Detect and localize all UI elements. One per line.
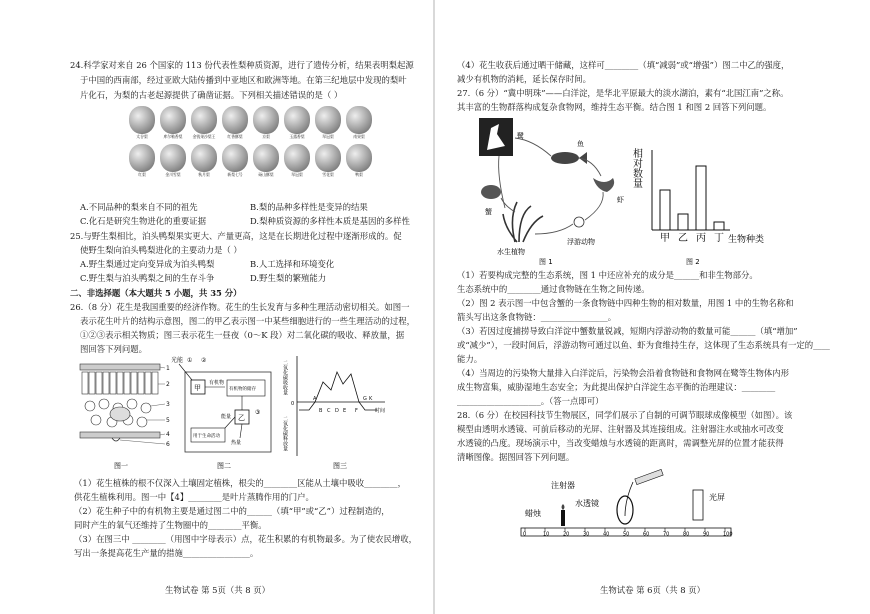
q25-option-b: B.人工选择和环境变化 bbox=[250, 259, 335, 269]
plankton-icon bbox=[574, 217, 584, 227]
bar-category-label: 丁 bbox=[714, 233, 724, 244]
bar-chart-caption: 图 2 bbox=[686, 258, 700, 266]
fig3-time-label: 时间 bbox=[375, 408, 386, 414]
pear-label: 红梨 bbox=[138, 172, 146, 177]
q28-line-4: 清晰图像。据图回答下列问题。 bbox=[457, 452, 575, 462]
pear-label: 翠冠梨 bbox=[291, 172, 303, 177]
q27-answer-2b: 箭头写出这条食物链：________________。 bbox=[457, 312, 617, 322]
pear-label: 金钱果沙梨王 bbox=[192, 134, 216, 139]
fig1-label: 2 bbox=[166, 381, 170, 388]
q26-answer-1b: 供花生植株利用。图一中【4】________是叶片蒸腾作用的门户。 bbox=[74, 492, 314, 502]
pear-item bbox=[128, 144, 156, 178]
q26-answer-3b: 写出一条提高花生产量的措施________________。 bbox=[74, 548, 259, 558]
fig2-jia: 甲 bbox=[194, 384, 201, 392]
q26-answer-4: （4）花生收获后通过晒干储藏，这样可________（填“减弱”或“增强”）图二中乙的强度， bbox=[457, 60, 790, 70]
fish-icon bbox=[551, 152, 579, 164]
q26-line-1: 26.（8 分）花生是我国重要的经济作物。花生的生长发育与多种生理活动密切相关。如图一 bbox=[70, 302, 410, 312]
syringe-label: 注射器 bbox=[551, 481, 575, 490]
candle-icon[interactable] bbox=[561, 510, 565, 526]
pear-variety-images bbox=[128, 106, 378, 182]
lens-label: 水透镜 bbox=[575, 499, 599, 508]
ruler-tick-label: 20 bbox=[563, 531, 570, 538]
q27-answer-1: （1）若要构成完整的生态系统，图 1 中还应补充的成分是______和非生物部分。 bbox=[457, 270, 758, 280]
pear-label: 砀山酥梨 bbox=[258, 172, 274, 177]
pear-image bbox=[129, 106, 155, 134]
fig3-point: G bbox=[363, 396, 367, 402]
fig1-label: 4 bbox=[166, 431, 170, 438]
pear-item bbox=[159, 144, 187, 178]
pear-image bbox=[346, 106, 372, 134]
q27-answer-3c: 能力。 bbox=[457, 354, 483, 364]
fig2-light-label: 光能 bbox=[171, 357, 184, 364]
pear-label: 鸭梨 bbox=[355, 172, 363, 177]
fig2-num-3: ③ bbox=[255, 409, 261, 416]
pear-item bbox=[345, 106, 373, 140]
fig1-label: 5 bbox=[166, 417, 170, 424]
pear-label: 金川雪梨 bbox=[165, 172, 181, 177]
pear-row-2 bbox=[128, 144, 378, 178]
fig3-point: C bbox=[327, 408, 331, 414]
q24-line-3: 片化石，为梨的古老起源提供了确凿证据。下列相关描述错误的是（ ） bbox=[80, 90, 343, 100]
q26-answer-2b: 同时产生的氧气还维持了生物圈中的________平衡。 bbox=[74, 520, 267, 530]
pear-image bbox=[129, 144, 155, 172]
fig1-label: 1 bbox=[166, 365, 170, 372]
q27-bar-chart bbox=[630, 130, 780, 268]
pear-image bbox=[284, 144, 310, 172]
pear-image bbox=[222, 106, 248, 134]
ruler-tick-label: 80 bbox=[683, 531, 690, 538]
fig3-ylabel-top: 二氧化碳吸收量 bbox=[282, 360, 288, 395]
pear-item bbox=[283, 106, 311, 140]
q26-line-4: 图回答下列问题。 bbox=[80, 344, 147, 354]
pear-item bbox=[252, 144, 280, 178]
pear-image bbox=[222, 144, 248, 172]
ruler-tick-label: 90 bbox=[703, 531, 710, 538]
bar-chart-xlabel: 生物种类 bbox=[728, 235, 765, 245]
q24-option-d: D.梨种质资源的多样性本质是基因的多样性 bbox=[250, 216, 410, 226]
fig2-num-2: ② bbox=[201, 357, 207, 364]
q25-option-c: C.野生梨与泊头鸭梨之间的生存斗争 bbox=[80, 273, 215, 283]
syringe-icon[interactable] bbox=[635, 469, 663, 484]
pear-image bbox=[315, 144, 341, 172]
q25-line-2: 使野生梨向泊头鸭梨进化的主要动力是（ ） bbox=[80, 245, 242, 255]
fig2-heat: 热量 bbox=[231, 440, 242, 446]
bar-chart-ylabel: 相对数量 bbox=[630, 148, 642, 188]
page-footer-left: 生物试卷 第 5页（共 8 页） bbox=[164, 585, 271, 595]
bar-category-label: 甲 bbox=[660, 233, 670, 244]
bar-category-label: 丙 bbox=[696, 233, 706, 244]
pear-label: 秋月梨 bbox=[198, 172, 210, 177]
fig3-co2-curve bbox=[282, 352, 395, 476]
page-right bbox=[435, 0, 870, 614]
ruler-tick-label: 100 bbox=[723, 531, 733, 538]
q28-line-2: 模型由透明水透镜、可前后移动的光屏、注射器及其连接组成。注射器注水或抽水可改变 bbox=[457, 424, 784, 434]
pear-image bbox=[160, 144, 186, 172]
fig3-point: D bbox=[335, 408, 339, 414]
q28-line-3: 水透镜的凸度。现场演示中，当改变蜡烛与水透镜的距离时，需调整光屏的位置才能获得 bbox=[457, 438, 784, 448]
pear-item bbox=[159, 106, 187, 140]
pear-item bbox=[221, 144, 249, 178]
food-web-fish: 鱼 bbox=[577, 140, 584, 148]
bar-2 bbox=[696, 166, 706, 230]
ruler-tick-label: 0 bbox=[523, 531, 527, 538]
pear-image bbox=[346, 144, 372, 172]
ruler-tick-label: 10 bbox=[543, 531, 550, 538]
q27-answer-4b: 成生物富集，威胁湿地生态安全；为此提出保护白洋淀生态平衡的治理建议：________ bbox=[457, 382, 776, 392]
fig2-process-diagram bbox=[165, 352, 285, 476]
screen-label: 光屏 bbox=[709, 493, 725, 502]
page-footer-right: 生物试卷 第 6页（共 8 页） bbox=[599, 585, 706, 595]
fig3-caption: 图三 bbox=[333, 462, 347, 470]
food-web-plankton: 浮游动物 bbox=[567, 238, 595, 246]
food-web-plant: 水生植物 bbox=[497, 248, 525, 256]
q26-line-3: ①②③表示相关物质；图三表示花生一昼夜（0～K 段）对二氧化碳的吸收、释放量，据 bbox=[80, 330, 405, 340]
crab-icon bbox=[481, 185, 501, 199]
q27-line-2: 其丰富的生物群落构成复杂食物网，维持生态平衡。结合图 1 和图 2 回答下列问题。 bbox=[457, 102, 772, 112]
q24-option-c: C.化石是研究生物进化的重要证据 bbox=[80, 216, 207, 226]
fig2-organic: 有机物 bbox=[209, 380, 225, 386]
pear-label: 南果梨 bbox=[353, 134, 365, 139]
fig2-energy: 能量 bbox=[221, 414, 232, 420]
q26-answer-1: （1）花生植株的根不仅深入土壤固定植株，根尖的________区能从土壤中吸收________， bbox=[74, 478, 406, 488]
food-web-caption: 图 1 bbox=[539, 258, 553, 266]
pear-image bbox=[191, 144, 217, 172]
q27-answer-3b: 或“减少”），一段时间后，浮游动物可通过以鱼、虾为食维持生存，这体现了生态系统具有一定的____ bbox=[457, 340, 830, 350]
fig2-use: 用于生命活动 bbox=[193, 434, 220, 439]
fig1-leaf-section bbox=[78, 356, 178, 474]
pear-row-1 bbox=[128, 106, 378, 140]
fig2-store: 有机物的储存 bbox=[229, 387, 256, 392]
fig3-ylabel-bottom: 二氧化碳释放量 bbox=[282, 416, 288, 451]
pear-item bbox=[190, 106, 218, 140]
fig2-num-1: ① bbox=[187, 357, 193, 364]
q25-option-d: D.野生梨的繁殖能力 bbox=[250, 273, 327, 283]
fig3-point: E bbox=[343, 408, 347, 414]
q26-line-2: 表示花生叶片的结构示意图，图二的甲乙表示图一中某些细胞进行的一些生理活动的过程， bbox=[80, 316, 415, 326]
shrimp-icon bbox=[593, 178, 614, 192]
pear-label: 新梨七号 bbox=[227, 172, 243, 177]
food-web-shrimp: 虾 bbox=[617, 196, 624, 204]
pear-image bbox=[253, 106, 279, 134]
pear-label: 库尔勒香梨 bbox=[163, 134, 183, 139]
q27-answer-4: （4）当周边的污染物大量排入白洋淀后，污染物会沿着食物链和食物网在鹭等生物体内形 bbox=[457, 368, 789, 378]
fig1-label: 3 bbox=[166, 401, 170, 408]
fig3-point: K bbox=[369, 396, 373, 402]
fig2-caption: 图二 bbox=[217, 462, 231, 470]
fig2-yi: 乙 bbox=[238, 414, 245, 422]
pear-image bbox=[315, 106, 341, 134]
q24-line-1: 24.科学家对来自 26 个国家的 113 份代表性梨种质资源，进行了遗传分析，结果表明梨起源 bbox=[70, 60, 414, 70]
fig3-point: B bbox=[319, 408, 323, 414]
fig3-point: A bbox=[313, 396, 317, 402]
fig1-label: 6 bbox=[166, 441, 170, 448]
q26-answer-4b: 减少有机物的消耗，延长保存时间。 bbox=[457, 74, 591, 84]
pear-label: 雪花梨 bbox=[322, 172, 334, 177]
pear-image bbox=[284, 106, 310, 134]
q24-option-b: B.梨的品种多样性是变异的结果 bbox=[250, 202, 368, 212]
pear-label: 翠冠梨 bbox=[322, 134, 334, 139]
q26-answer-2: （2）花生种子中的有机物主要是通过图二中的______（填“甲”或“乙”）过程制造的， bbox=[74, 506, 390, 516]
q28-eye-model bbox=[515, 460, 815, 552]
light-screen-icon[interactable] bbox=[693, 490, 703, 520]
q28-line-1: 28.（6 分）在校园科技节生物展区，同学们展示了自制的可调节眼球成像模型（如图）。该 bbox=[457, 410, 793, 420]
food-web-crab: 蟹 bbox=[485, 208, 492, 216]
ruler-tick-label: 50 bbox=[623, 531, 630, 538]
bar-3 bbox=[714, 222, 724, 230]
q24-line-2: 于中国的西南部，经过亚欧大陆传播到中亚地区和欧洲等地。在第三纪地层中发现的梨叶 bbox=[80, 75, 407, 85]
q27-line-1: 27.（6 分）“冀中明珠”——白洋淀，是华北平原最大的淡水湖泊，素有“北国江南”之称。 bbox=[457, 88, 789, 98]
fig3-point: F bbox=[355, 408, 358, 414]
fig1-caption: 图一 bbox=[114, 462, 128, 470]
q27-food-web bbox=[475, 116, 635, 266]
pear-item bbox=[252, 106, 280, 140]
q27-answer-4c: ____________________。（答一点即可） bbox=[457, 396, 604, 406]
q25-option-a: A.野生梨通过定向变异成为泊头鸭梨 bbox=[80, 259, 215, 269]
pear-image bbox=[160, 106, 186, 134]
pear-item bbox=[314, 144, 342, 178]
pear-image bbox=[253, 144, 279, 172]
q27-answer-2: （2）图 2 表示图一中包含蟹的一条食物链中四种生物的相对数量，用图 1 中的生物名称和 bbox=[457, 298, 794, 308]
bar-0 bbox=[660, 190, 670, 230]
bar-1 bbox=[678, 214, 688, 230]
q24-option-a: A.不同品种的梨来自不同的祖先 bbox=[80, 202, 198, 212]
q25-line-1: 25.与野生梨相比，泊头鸭梨果实更大、产量更高，这是在长期进化过程中逐渐形成的。促 bbox=[70, 231, 402, 241]
ruler-tick-label: 60 bbox=[643, 531, 650, 538]
q27-answer-1b: 生态系统中的________通过食物链在生物之间传递。 bbox=[457, 284, 650, 294]
bar-category-label: 乙 bbox=[678, 233, 688, 244]
ruler-tick-label: 40 bbox=[603, 531, 610, 538]
pear-item bbox=[314, 106, 342, 140]
food-web-heron: 鹭 bbox=[517, 132, 524, 140]
candle-label: 蜡烛 bbox=[525, 509, 541, 518]
q27-answer-3: （3）若因过度捕捞导致白洋淀中蟹数量锐减，短期内浮游动物的数量可能______（填“增加” bbox=[457, 326, 798, 336]
pear-item bbox=[345, 144, 373, 178]
pear-label: 红香酥梨 bbox=[227, 134, 243, 139]
pear-item bbox=[128, 106, 156, 140]
pear-item bbox=[283, 144, 311, 178]
pear-image bbox=[191, 106, 217, 134]
pear-item bbox=[190, 144, 218, 178]
pear-item bbox=[221, 106, 249, 140]
pear-label: 太谷梨 bbox=[136, 134, 148, 139]
q26-answer-3: （3）在图三中 ________（用图中字母表示）点，花生积累的有机物最多。为了使农民增收， bbox=[74, 534, 417, 544]
ruler-tick-label: 30 bbox=[583, 531, 590, 538]
fig3-zero: 0 bbox=[291, 401, 295, 407]
section-title-nonchoice: 二、非选择题（本大题共 5 小题，共 35 分） bbox=[70, 288, 242, 298]
pear-label: 京梨 bbox=[262, 134, 270, 139]
pear-label: 玉露香梨 bbox=[289, 134, 305, 139]
ruler-tick-label: 70 bbox=[663, 531, 670, 538]
